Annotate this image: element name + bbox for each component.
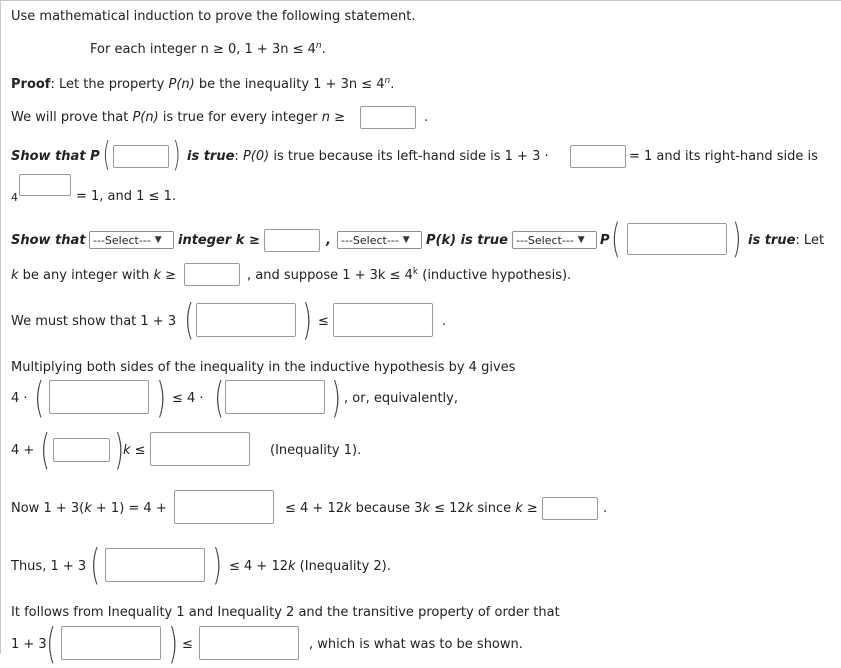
multiply-sentence: Multiplying both sides of the inequality in the inductive hypothesis by 4 gives	[11, 360, 516, 375]
chevron-down-icon: ▼	[577, 235, 585, 245]
must-show-rhs-input[interactable]	[333, 303, 433, 337]
now-text: Now 1 + 3(k + 1) = 4 +	[11, 501, 167, 516]
multiply-lhs-input[interactable]	[49, 380, 149, 414]
left-paren: (	[611, 216, 621, 262]
statement-text: For each integer n ≥ 0, $1 + 3n \le 4^n$.	[90, 41, 326, 57]
leq-symbol: ≤	[318, 314, 329, 329]
right-paren: )	[114, 425, 125, 474]
basis-show-that: Show that P	[11, 149, 100, 164]
now-value-input[interactable]	[174, 490, 274, 524]
thus-arg-input[interactable]	[105, 548, 205, 582]
right-paren: )	[168, 619, 179, 668]
period: .	[442, 314, 447, 329]
period: .	[603, 501, 608, 516]
right-paren: )	[212, 540, 223, 589]
left-paren: (	[214, 373, 225, 422]
conclusion-lhs-text: 1 + 3	[11, 637, 47, 652]
since-k-bound-input[interactable]	[542, 497, 598, 520]
suppose-text: , and suppose $1 + 3k \le 4^k$ (inductive hypothesis).	[247, 267, 572, 283]
conclusion-arg-input[interactable]	[61, 626, 161, 660]
thus-leq-text: ≤ 4 + 12k (Inequality 2).	[229, 559, 391, 574]
basis-tail: = 1, and 1 ≤ 1.	[76, 189, 176, 204]
condition-select[interactable]: ---Select--- ▼	[337, 231, 422, 249]
right-paren: )	[172, 135, 181, 175]
or-equivalently: , or, equivalently,	[344, 391, 458, 406]
left-paren: (	[40, 425, 51, 474]
basis-value-input[interactable]	[113, 145, 169, 168]
leq-four-dot: ≤ 4 ·	[172, 391, 204, 406]
right-paren: )	[156, 373, 167, 422]
left-paren: (	[90, 540, 101, 589]
chevron-down-icon: ▼	[154, 235, 162, 245]
left-paren: (	[102, 135, 111, 175]
thus-text: Thus, 1 + 3	[11, 559, 87, 574]
p-label: P	[600, 233, 610, 248]
k-leq: k ≤	[123, 443, 146, 458]
quantifier-select[interactable]: ---Select--- ▼	[89, 231, 174, 249]
must-show-text: We must show that 1 + 3	[11, 314, 177, 329]
conclusion-sentence: It follows from Inequality 1 and Inequality 2 and the transitive property of order that	[11, 605, 560, 620]
left-paren: (	[34, 373, 45, 422]
coefficient-input[interactable]	[53, 438, 110, 462]
right-paren: )	[331, 373, 342, 422]
exponent-input[interactable]	[19, 174, 71, 196]
must-show-arg-input[interactable]	[196, 303, 296, 337]
left-paren: (	[46, 619, 57, 668]
is-true-let: is true: Let	[748, 233, 825, 248]
pk-plus-one-input[interactable]	[627, 223, 727, 255]
pk-is-true-text: P(k) is true	[426, 233, 508, 248]
conclusion-rhs-input[interactable]	[199, 626, 299, 660]
right-paren: )	[732, 216, 742, 262]
instruction-text: Use mathematical induction to prove the following statement.	[11, 9, 416, 24]
proof-intro: Proof: Let the property P(n) be the inequality $1 + 3n \le 4^n$.	[11, 76, 395, 92]
period: .	[424, 110, 429, 125]
k-any-integer-text: k be any integer with k ≥	[11, 268, 177, 283]
which-shown-text: , which is what was to be shown.	[309, 637, 523, 652]
comma: ,	[326, 233, 331, 248]
four-dot: 4 ·	[11, 391, 28, 406]
four-plus: 4 +	[11, 443, 35, 458]
implication-select[interactable]: ---Select--- ▼	[512, 231, 597, 249]
prove-statement: We will prove that P(n) is true for every integer n ≥	[11, 110, 345, 125]
multiply-rhs-input[interactable]	[225, 380, 325, 414]
now-because-text: ≤ 4 + 12k because 3k ≤ 12k since k ≥	[285, 501, 538, 516]
chevron-down-icon: ▼	[402, 235, 410, 245]
integer-k-text: integer k ≥	[178, 233, 260, 248]
base-four: 4	[11, 191, 18, 204]
rhs-text: = 1 and its right-hand side is	[629, 149, 818, 164]
leq-symbol: ≤	[182, 637, 193, 652]
right-paren: )	[302, 295, 313, 344]
start-integer-input[interactable]	[360, 106, 416, 129]
k-any-bound-input[interactable]	[184, 263, 240, 286]
lhs-input[interactable]	[570, 145, 626, 168]
inductive-show-that: Show that	[11, 233, 86, 248]
basis-because-text: is true: P(0) is true because its left-hand side is 1 + 3 ·	[187, 149, 549, 164]
inequality-1-label: (Inequality 1).	[270, 443, 362, 458]
left-paren: (	[184, 295, 195, 344]
ineq1-rhs-input[interactable]	[150, 432, 250, 466]
k-lower-bound-input[interactable]	[264, 229, 320, 252]
